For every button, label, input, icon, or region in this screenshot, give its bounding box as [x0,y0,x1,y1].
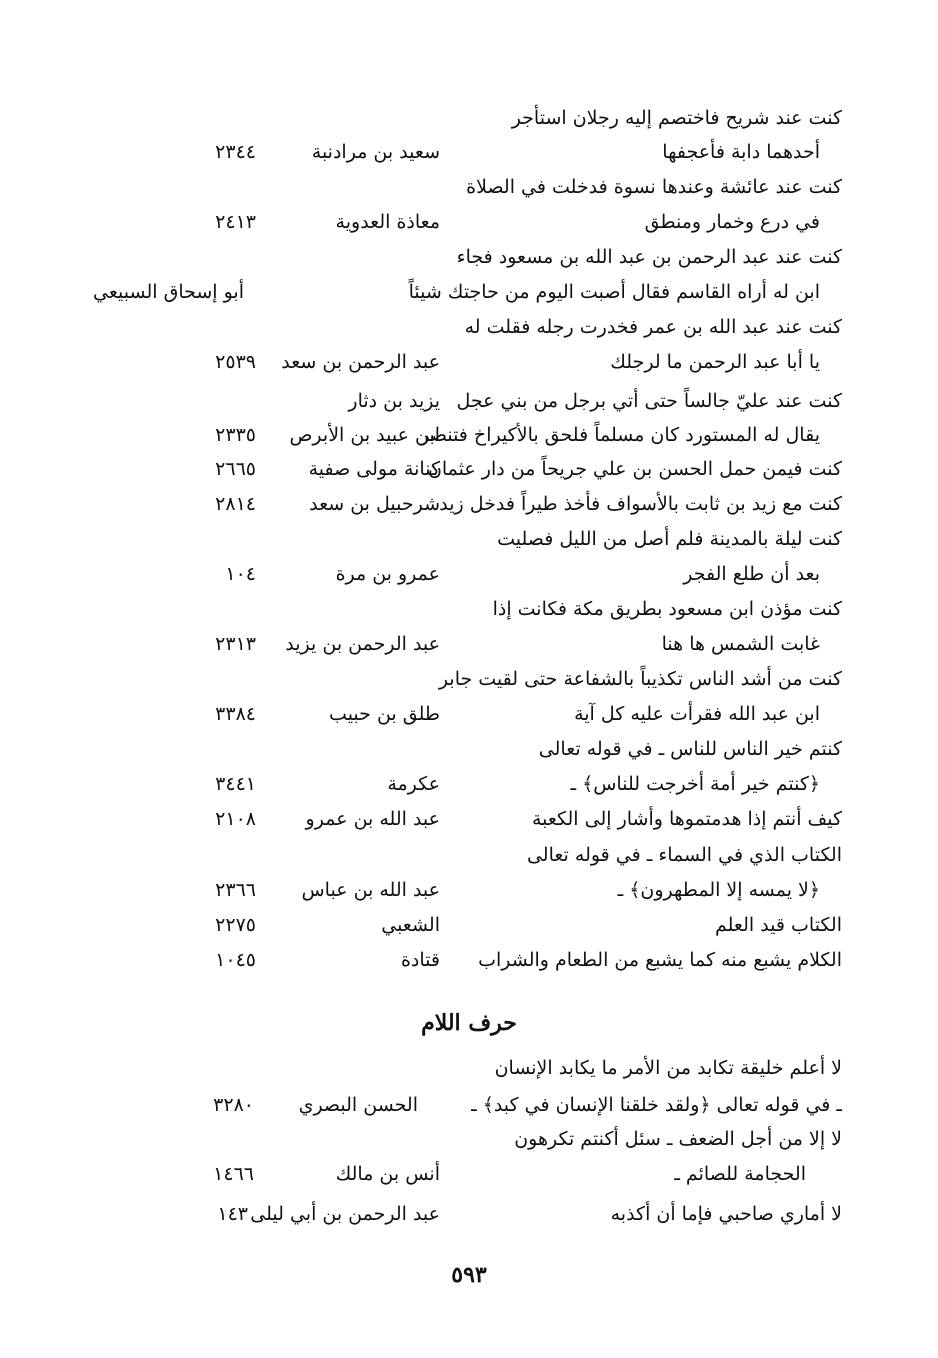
entry-text: في درع وخمار ومنطق [644,211,820,233]
section-heading: حرف اللام [421,1010,517,1036]
entry-text: كنت عند عبد الله بن عمر فخدرت رجله فقلت له [464,316,842,338]
entry-text: ابن له أراه القاسم فقال أصبت اليوم من حاجتك شيئاً [408,281,820,303]
index-entry [0,943,938,977]
index-entry [0,627,938,661]
entry-number: ٢٨١٤ [215,493,256,515]
entry-narrator: أبو إسحاق السبيعي [93,281,244,303]
entry-number: ١٤٣ [217,1203,248,1225]
index-entry [0,557,938,591]
entry-number: ٣٤٤١ [215,773,256,795]
entry-narrator: سعيد بن مرادنبة [311,141,440,163]
entry-narrator: الشعبي [381,914,440,936]
entry-narrator: قتادة [400,949,440,971]
index-entry [0,275,938,309]
entry-number: ١٠٤ [225,563,256,585]
entry-text: كنت مع زيد بن ثابت بالأسواف فأخذ طيراً فدخل زيد [439,493,842,515]
entry-number: ١٠٤٥ [215,949,256,971]
entry-text: يا أبا عبد الرحمن ما لرجلك [610,351,820,373]
entry-narrator: عبد الله بن عباس [301,879,440,901]
index-entry [0,697,938,731]
entry-text: لا إلا من أجل الضعف ـ سئل أكنتم تكرهون [514,1128,842,1150]
entry-narrator: الحسن البصري [298,1094,418,1116]
entry-text: يقال له المستورد كان مسلماً فلحق بالأكيراخ فتنصر [420,424,820,446]
index-entry [0,592,938,626]
entry-text: كنتم خير الناس للناس ـ في قوله تعالى [538,738,842,760]
entry-text: كنت عند عليّ جالساً حتى أتي برجل من بني عجل [456,390,842,412]
entry-text: ـ في قوله تعالى ﴿ولقد خلقنا الإنسان في كبد﴾ ـ [471,1094,842,1116]
index-entry [0,345,938,379]
entry-number: ٢٣٤٤ [215,141,256,163]
entry-text: ﴿كنتم خير أمة أخرجت للناس﴾ ـ [570,773,820,795]
index-entry [0,802,938,836]
index-entry [0,205,938,239]
entry-narrator: يزيد بن دثار [348,390,440,412]
index-entry [0,170,938,204]
entry-number: ٢٤١٣ [215,211,256,233]
entry-narrator: طلق بن حبيب [329,703,440,725]
index-entry [0,240,938,274]
index-entry [0,487,938,521]
entry-number: ٢٣١٣ [215,633,256,655]
entry-text: كنت عند عائشة وعندها نسوة فدخلت في الصلاة [466,176,842,198]
entry-narrator: معاذة العدوية [335,211,440,233]
entry-narrator: عبد الرحمن بن أبي ليلى [250,1203,440,1225]
index-entry [0,522,938,556]
index-entry [0,767,938,801]
entry-number: ٢١٠٨ [215,808,256,830]
entry-narrator: عكرمة [387,773,440,795]
entry-narrator: كنانة مولى صفية [308,458,440,480]
entry-number: ٣٣٨٤ [215,703,256,725]
entry-text: لا أعلم خليقة تكابد من الأمر ما يكابد الإنسان [494,1057,842,1079]
index-entry [0,1157,938,1191]
entry-text: أحدهما دابة فأعجفها [662,141,820,163]
entry-number: ٢٦٦٥ [215,458,256,480]
entry-text: كنت عند عبد الرحمن بن عبد الله بن مسعود فجاء [456,246,842,268]
index-entry [0,452,938,486]
entry-number: ٣٢٨٠ [213,1094,254,1116]
index-entry [0,1051,938,1085]
entry-text: ابن عبد الله فقرأت عليه كل آية [574,703,820,725]
entry-number: ٢٣٦٦ [215,879,256,901]
entry-text: كنت عند شريح فاختصم إليه رجلان استأجر [511,107,842,129]
entry-text: بعد أن طلع الفجر [683,563,820,585]
entry-text: الكتاب الذي في السماء ـ في قوله تعالى [526,844,842,866]
page-number: ٥٩٣ [451,1262,487,1288]
entry-text: كيف أنتم إذا هدمتموها وأشار إلى الكعبة [531,808,842,830]
entry-narrator: عبد الرحمن بن يزيد [285,633,440,655]
entry-number: ١٤٦٦ [213,1163,254,1185]
entry-number: ٢٣٣٥ [215,424,256,446]
entry-narrator: عبد الرحمن بن سعد [281,351,440,373]
entry-narrator: أنس بن مالك [335,1163,440,1185]
index-entry [0,310,938,344]
index-entry [0,384,938,418]
entry-text: غابت الشمس ها هنا [661,633,820,655]
entry-narrator: عمرو بن مرة [335,563,440,585]
index-entry [0,838,938,872]
entry-text: الكلام يشبع منه كما يشبع من الطعام والشراب [478,949,842,971]
entry-narrator: ابن عبيد بن الأبرص [289,424,440,446]
entry-text: كنت ليلة بالمدينة فلم أصل من الليل فصليت [497,528,842,550]
entry-number: ٢٢٧٥ [215,914,256,936]
entry-narrator: شرحبيل بن سعد [309,493,440,515]
index-entry [0,1122,938,1156]
entry-narrator: عبد الله بن عمرو [305,808,440,830]
index-entry [0,135,938,169]
index-entry [0,908,938,942]
entry-text: كنت من أشد الناس تكذيباً بالشفاعة حتى لقيت جابر [438,668,842,690]
entry-text: كنت فيمن حمل الحسن بن علي جريحاً من دار عثمان [427,458,842,480]
entry-number: ٢٥٣٩ [215,351,256,373]
index-entry [0,418,938,452]
entry-text: ﴿لا يمسه إلا المطهرون﴾ ـ [617,879,820,901]
entry-text: لا أماري صاحبي فإما أن أكذبه [610,1203,842,1225]
index-entry [0,873,938,907]
index-entry [0,101,938,135]
entry-text: الحجامة للصائم ـ [674,1163,806,1185]
entry-text: الكتاب قيد العلم [714,914,842,936]
index-entry [0,662,938,696]
index-entry [0,732,938,766]
entry-text: كنت مؤذن ابن مسعود بطريق مكة فكانت إذا [492,598,842,620]
index-entry [0,1197,938,1231]
index-entry [0,1088,938,1122]
